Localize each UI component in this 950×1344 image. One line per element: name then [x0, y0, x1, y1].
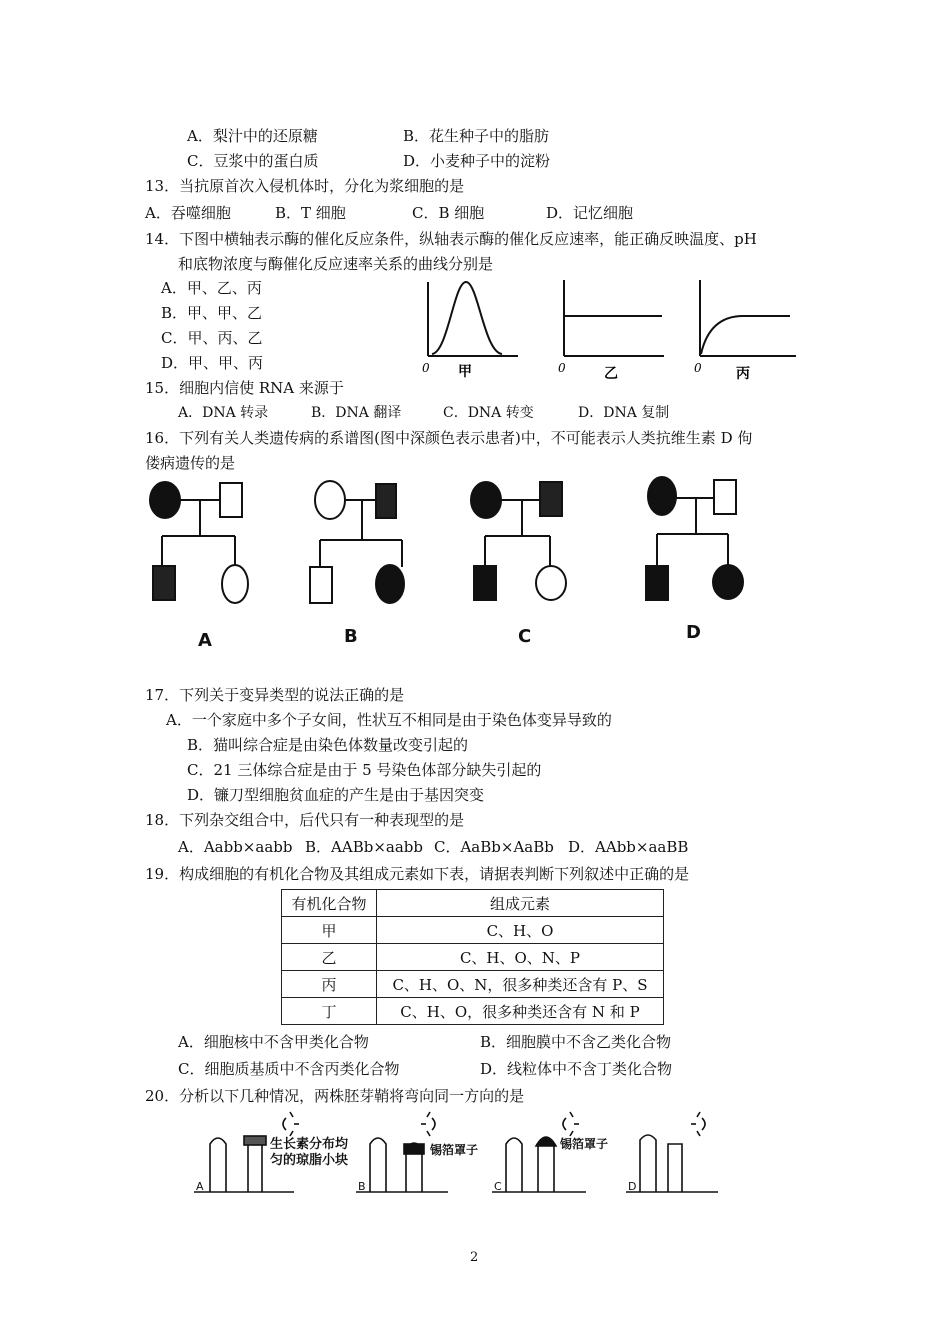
q19-option-a: A．细胞核中不含甲类化合物: [178, 1033, 369, 1051]
q12-option-b: B．花生种子中的脂肪: [403, 127, 550, 145]
q18-option-b: B．AABb×aabb: [305, 838, 423, 856]
q18-stem: 18．下列杂交组合中，后代只有一种表现型的是: [145, 811, 465, 829]
pedigree-c-label: C: [518, 626, 532, 647]
father-normal: [714, 480, 736, 514]
saturation-curve: [701, 316, 790, 354]
table-row: [282, 971, 664, 998]
graph-bing-origin: 0: [694, 361, 702, 375]
q15-option-c: C．DNA 转变: [443, 405, 534, 421]
mother-affected: [471, 482, 501, 518]
setup-a-label: A: [196, 1180, 204, 1193]
q14-stem-line1: 14．下图中横轴表示酶的催化反应条件，纵轴表示酶的催化反应速率，能正确反映温度、pH: [145, 230, 757, 248]
q13-option-d: D．记忆细胞: [546, 204, 634, 222]
table-header-elements: 组成元素: [377, 890, 664, 917]
setup-c: [492, 1112, 586, 1192]
tinfoil-cap-side: [404, 1144, 424, 1154]
q14-stem-line2: 和底物浓度与酶催化反应速率关系的曲线分别是: [178, 255, 494, 273]
pedigree-a: [150, 482, 248, 651]
q18-option-d: D．AAbb×aaBB: [568, 838, 689, 856]
q13-option-a: A．吞噬细胞: [145, 204, 231, 222]
q14-option-d: D．甲、甲、丙: [161, 354, 264, 372]
enzyme-rate-graphs: [418, 272, 808, 384]
mother-affected: [648, 477, 676, 515]
pedigree-d-label: D: [686, 622, 701, 643]
pedigree-d: [646, 477, 743, 643]
q17-option-b: B．猫叫综合症是由染色体数量改变引起的: [187, 736, 469, 754]
graph-jia: [422, 282, 518, 380]
light-source-icon: [563, 1112, 579, 1136]
pedigree-a-label: A: [198, 630, 212, 651]
son-affected: [153, 566, 175, 600]
q16-stem-line2: 偻病遗传的是: [145, 454, 236, 472]
graph-jia-label: 甲: [458, 364, 472, 380]
pedigree-b: [310, 481, 404, 647]
q14-option-b: B．甲、甲、乙: [161, 304, 263, 322]
agar-label-line2: 匀的琼脂小块: [270, 1153, 349, 1168]
q12-option-c: C．豆浆中的蛋白质: [187, 152, 319, 170]
q15-stem: 15．细胞内信使 RNA 来源于: [145, 379, 344, 397]
table-header-row: [282, 890, 664, 917]
foil-label-b: 锡箔罩子: [430, 1143, 479, 1157]
table-row: [282, 917, 664, 944]
setup-c-label: C: [494, 1180, 502, 1193]
table-row: [282, 944, 664, 971]
table-cell-compound: 丙: [282, 971, 377, 998]
q18-option-c: C．AaBb×AaBb: [434, 838, 554, 856]
q13-option-c: C．B 细胞: [412, 204, 485, 222]
q17-option-c: C．21 三体综合症是由于 5 号染色体部分缺失引起的: [187, 761, 542, 779]
son-affected: [474, 566, 496, 600]
table-header-compound: 有机化合物: [282, 890, 377, 917]
q14-option-a: A．甲、乙、丙: [161, 279, 262, 297]
daughter-normal: [536, 566, 566, 600]
pedigree-charts: [140, 470, 760, 660]
table-cell-elements: C、H、O、N，很多种类还含有 P、S: [377, 971, 664, 998]
light-source-icon: [421, 1112, 435, 1136]
q14-option-c: C．甲、丙、乙: [161, 329, 263, 347]
agar-block: [244, 1136, 266, 1145]
q13-stem: 13．当抗原首次入侵机体时，分化为浆细胞的是: [145, 177, 465, 195]
mother-normal: [315, 481, 345, 519]
coleoptile-experiments: [190, 1108, 730, 1200]
q19-stem: 19．构成细胞的有机化合物及其组成元素如下表，请据表判断下列叙述中正确的是: [145, 865, 690, 883]
compound-element-table: [281, 889, 664, 1025]
q20-stem: 20．分析以下几种情况，两株胚芽鞘将弯向同一方向的是: [145, 1087, 525, 1105]
mother-affected: [150, 482, 180, 518]
q12-option-a: A．梨汁中的还原糖: [187, 127, 318, 145]
setup-a: [194, 1112, 299, 1192]
light-source-icon: [691, 1112, 705, 1136]
daughter-normal: [222, 565, 248, 603]
daughter-affected: [713, 565, 743, 599]
father-affected: [540, 482, 562, 516]
setup-d: [626, 1112, 718, 1192]
bell-curve: [432, 282, 502, 354]
q18-option-a: A．Aabb×aabb: [178, 838, 293, 856]
daughter-affected: [376, 565, 404, 603]
setup-b-label: B: [358, 1180, 366, 1193]
q15-option-d: D．DNA 复制: [578, 405, 670, 421]
table-cell-elements: C、H、O、N、P: [377, 944, 664, 971]
father-normal: [220, 483, 242, 517]
q13-option-b: B．T 细胞: [275, 204, 346, 222]
table-row: [282, 998, 664, 1025]
tinfoil-cap-top: [536, 1137, 556, 1146]
q15-option-b: B．DNA 翻译: [311, 405, 402, 421]
table-cell-elements: C、H、O: [377, 917, 664, 944]
q19-option-b: B．细胞膜中不含乙类化合物: [480, 1033, 672, 1051]
q17-option-d: D．镰刀型细胞贫血症的产生是由于基因突变: [187, 786, 485, 804]
agar-label-line1: 生长素分布均: [270, 1137, 349, 1152]
page-number: 2: [470, 1250, 479, 1265]
setup-d-label: D: [628, 1180, 637, 1193]
table-cell-compound: 甲: [282, 917, 377, 944]
graph-yi-label: 乙: [604, 366, 618, 382]
graph-bing-label: 丙: [736, 366, 750, 382]
q15-option-a: A．DNA 转录: [178, 405, 269, 421]
table-cell-compound: 乙: [282, 944, 377, 971]
q12-option-d: D．小麦种子中的淀粉: [403, 152, 551, 170]
q19-option-d: D．线粒体中不含丁类化合物: [480, 1060, 673, 1078]
graph-yi: [558, 280, 664, 382]
q19-option-c: C．细胞质基质中不含丙类化合物: [178, 1060, 400, 1078]
graph-yi-origin: 0: [558, 361, 566, 375]
q17-option-a: A．一个家庭中多个子女间，性状互不相同是由于染色体变异导致的: [166, 711, 612, 729]
pedigree-c: [471, 482, 566, 647]
q16-stem-line1: 16．下列有关人类遗传病的系谱图(图中深颜色表示患者)中，不可能表示人类抗维生素 D 佝: [145, 429, 753, 447]
graph-bing: [694, 280, 796, 382]
father-affected: [376, 484, 396, 518]
foil-label-c: 锡箔罩子: [560, 1137, 609, 1151]
son-normal: [310, 567, 332, 603]
son-affected: [646, 566, 668, 600]
table-cell-compound: 丁: [282, 998, 377, 1025]
table-cell-elements: C、H、O，很多种类还含有 N 和 P: [377, 998, 664, 1025]
graph-jia-origin: 0: [422, 361, 430, 375]
light-source-icon: [283, 1112, 299, 1136]
pedigree-b-label: B: [344, 626, 358, 647]
q17-stem: 17．下列关于变异类型的说法正确的是: [145, 686, 405, 704]
